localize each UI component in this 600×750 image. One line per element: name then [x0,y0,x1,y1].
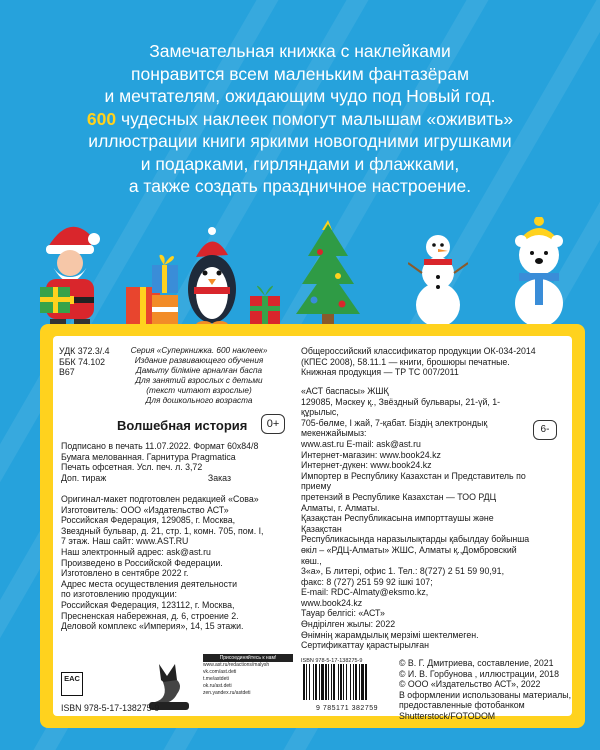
info-line: «АСТ баспасы» ЖШҚ [301,386,389,396]
info-line: Адрес места осуществления деятельности [61,578,237,589]
ok-link[interactable]: ok.ru/ast.deti [203,683,232,689]
isbn-text: ISBN 978-5-17-138275-9 [61,703,160,713]
info-line: 3«а», Б литері, офис 1. Тел.: 8(727) 2 51 59 90,91, [301,566,505,577]
blurb-line: и подарками, гирляндами и флажками, [140,153,460,174]
info-line: Республикасында наразылықтарды қабылдау бойынша [301,534,530,545]
info-line: Изготовитель: ООО «Издательство АСТ» [61,504,229,515]
info-line: Произведено в Российской Федерации. [61,557,223,568]
order-label: Заказ [207,472,231,483]
print-run-row [61,473,291,484]
blurb-line: и мечтателям, ожидающим чудо под Новый год. [104,86,496,106]
series-line: Для дошкольного возраста [145,396,253,405]
classifier-block [301,346,571,378]
gift-boxes-illustration [122,247,182,329]
info-line: по изготовлению продукции: [61,589,177,600]
barcode-isbn: ISBN 978-5-17-138275-9 [301,658,363,664]
print-info-line: Подписано в печать 11.07.2022. Формат 60x84/8 [61,441,259,451]
barcode [301,658,393,714]
blurb-line [60,108,540,131]
print-info-line: Печать офсетная. Усл. печ. л. 3,72 [61,462,203,473]
polar-bear-illustration [505,217,573,329]
udk-block [59,346,115,378]
character-illustrations [0,212,600,332]
telegram-link[interactable]: t.me/astdeti [203,676,229,682]
series-line: Дамыту біліміне арналған баспа [135,366,263,375]
blurb-line: иллюстрации книги яркими новогодними игрушками [88,131,512,151]
info-line: 705-бөлме, I жай, 7-қабат. Біздің электрондық мекенжайымыз: [301,417,488,439]
author-code: В67 [59,367,75,378]
barcode-bars [301,664,393,700]
copyright-line: В оформлении использованы материалы, [399,689,572,700]
series-line: Издание развивающего обучения [134,356,264,365]
blurb-line: понравится всем маленьким фантазёрам [130,63,469,84]
info-line: 7 этаж. Наш сайт: www.AST.RU [61,536,189,547]
info-line: Изготовлено в сентябре 2022 г. [61,568,189,579]
info-line: Деловой комплекс «Империя», 14, 15 этажи. [61,621,244,632]
print-info-line: Бумага мелованная. Гарнитура Pragmatica [61,451,236,462]
info-line: претензий в Республике Казахстан — ТОО РДЦ Алматы, г. Алматы. [301,491,497,513]
copyright-line: © И. В. Горбунова , иллюстрации, 2018 [399,668,559,679]
info-line: Российская Федерация, 123112, г. Москва, [61,599,235,610]
info-line: 129085, Мәскеу қ., Звёздный бульвары, 21-үй, 1-құрылыс, [301,396,501,418]
penguin-illustration [180,227,242,329]
classifier-line: Общероссийский классификатор продукции ОК-034-2014 [301,346,536,356]
publisher-info-ru [61,494,293,632]
classifier-line: Книжная продукция — ТР ТС 007/2011 [301,367,459,378]
copyright-line: © ООО «Издательство АСТ», 2022 [399,679,541,690]
social-header: Присоединяйтесь к нам! [203,654,293,662]
info-line: Оригинал-макет подготовлен редакцией «Сова» [61,494,259,504]
info-line: Российская Федерация, 129085, г. Москва, [61,515,236,526]
publisher-info-kz [301,386,531,651]
imprint-content [53,336,572,721]
print-info [61,441,291,483]
series-name: Серия «Суперкнижка. 600 наклеек» [130,346,268,355]
copyright-block [399,658,571,722]
info-line: E-mail: RDC-Almaty@eksmo.kz, [301,587,429,598]
info-line: Сертификаттау қарастырылған [301,640,429,651]
vk-link[interactable]: vk.com/ast.deti [203,669,237,675]
info-line: www.book24.kz [301,597,363,608]
print-run-label: Доп. тираж [61,472,107,483]
bbk-code: ББК 74.102 [59,356,106,367]
udk-code: УДК 372.3/.4 [59,346,110,356]
classifier-line: (КПЕС 2008), 58.11.1 — книги, брошюры печатные. [301,356,510,367]
sticker-count: 600 [86,108,117,129]
series-line: Для занятий взрослых с детьми [135,376,263,385]
copyright-line: © В. Г. Дмитриева, составление, 2021 [399,658,554,668]
gift-box-illustration [248,282,282,326]
christmas-tree-illustration [292,214,364,330]
blurb-line: а также создать праздничное настроение. [128,176,472,196]
copyright-line: предоставленные фотобанком [399,700,525,711]
info-line: өкіл – «РДЦ-Алматы» ЖШС, Алматы қ.,Домбровский көш., [301,544,517,566]
description-blurb [60,40,540,198]
site-link[interactable]: www.ast.ru/redactions/malysh [203,662,270,668]
blurb-line: Замечательная книжка с наклейками [149,41,451,61]
info-line: www.ast.ru E-mail: ask@ast.ru [301,438,421,449]
info-line: Наш электронный адрес: ask@ast.ru [61,546,211,557]
series-line: (текст читают взрослые) [146,386,252,395]
info-line: Тауар белгісі: «АСТ» [301,608,385,619]
copyright-line: Shutterstock/FOTODOM [399,710,496,721]
info-line: Қазақстан Республикасына импорттаушы және Қазақстан [301,513,494,534]
info-line: Звездный бульвар, д. 21, стр. 1, комн. 705, пом. I, [61,525,264,536]
info-line: Өндірілген жылы: 2022 [301,619,396,630]
info-line: Пресненская набережная, д. 6, строение 2. [61,610,239,621]
social-links-block [203,654,293,712]
age-rating-badge-kz: 6- [533,420,557,440]
zen-link[interactable]: zen.yandex.ru/astdeti [203,690,251,696]
barcode-digits: 9 785171 382759 [316,705,378,712]
info-line: Интернет-дүкен: www.book24.kz [301,460,432,471]
age-rating-badge: 0+ [261,414,285,434]
info-line: Интернет-магазин: www.book24.kz [301,449,441,460]
imprint-panel [40,324,585,728]
eac-mark: EAC [61,672,83,696]
series-block [119,346,279,406]
snowman-illustration [408,227,468,329]
santa-illustration [30,217,110,329]
blurb-line-rest: чудесных наклеек помогут малышам «оживить» [120,108,514,129]
info-line: Өнімнің жарамдылық мерзімі шектелмеген. [301,629,479,640]
info-line: факс: 8 (727) 251 59 92 ішкі 107; [301,576,433,587]
book-title: Волшебная история [117,418,248,433]
info-line: Импортер в Республику Казахстан и Представитель по приему [301,470,526,492]
